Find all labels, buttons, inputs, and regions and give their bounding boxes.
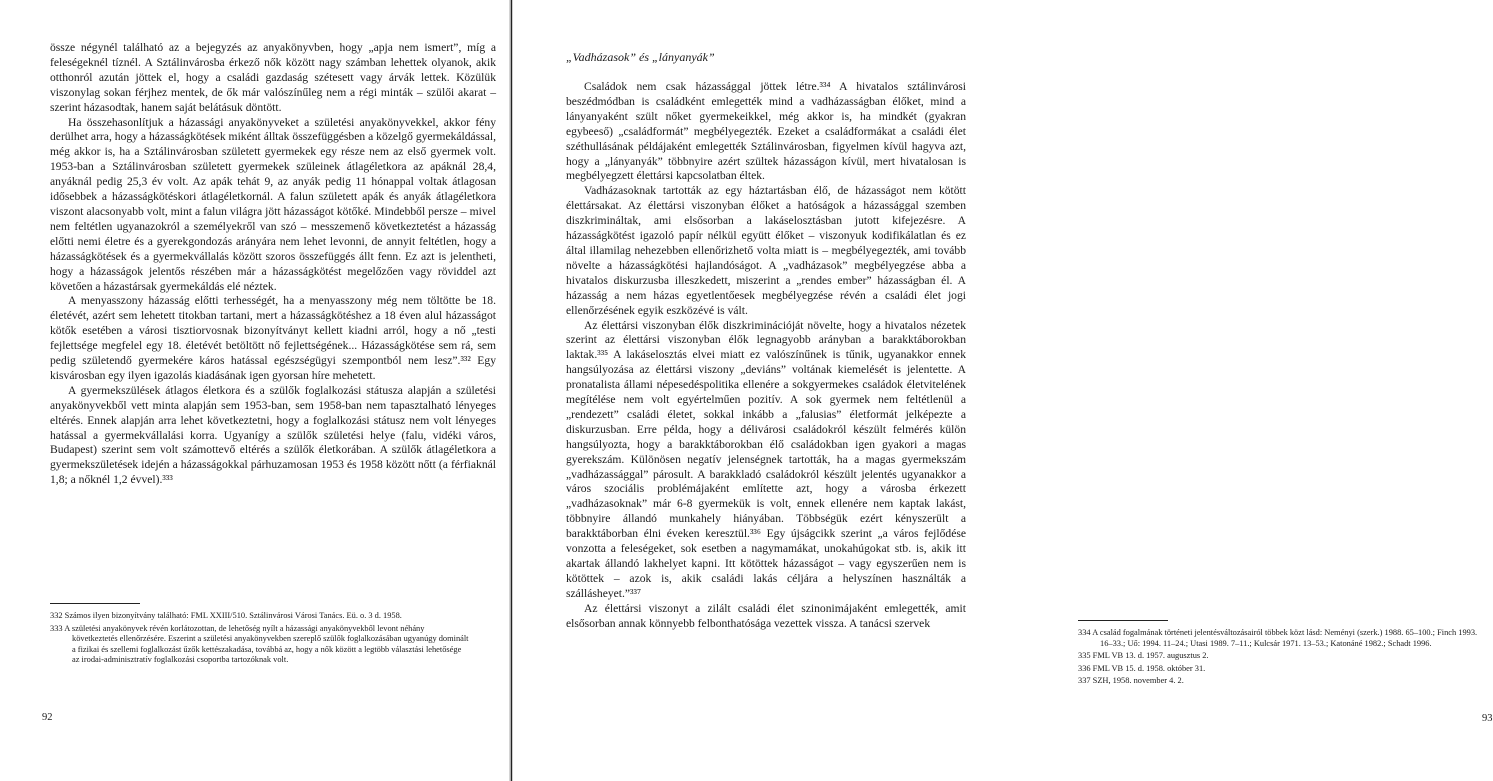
section-title: „Vadházasok” és „lányanyák” [566,50,715,64]
footnote: 335 FML VB 13. d. 1957. augusztus 2. [1078,651,1209,661]
paragraph: Ha összehasonlítjuk a házassági anyakönyveket a születési anyakönyvekkel, akkor fény derülhet arra, hogy a házasságkötések miként álltak összefüggésben a közelgő gyermekáldással, még akkor is, ha a Sztálinvárosban született gyermekek egy része nem az első gyermek volt. 1953-ban a Sztálinvárosban született gyermekek szüleinek átlagéletkora az apáknál 28,4, anyáknál pedig 25,3 év volt. Az apák tehát 9, az anyák pedig 11 hónappal voltak átlagosan idősebbek a házasságkötéskori átlagéletkornál. A falun született apák és anyák átlagéletkora viszont alacsonyabb volt, mint a falun világra jött házasságot kötőké. Mindebből persze – mivel nem feltétlen ugyanazokról a személyekről van szó – messzemenő következtetést a házasság előtti nemi életre és a gyerekgondozás arányára nem lehet levonni, de annyit feltétlen, hogy a házasságkötések és a gyermekvállalás között szoros összefüggés állt fenn. Ez azt is jelentheti, hogy a házasságok jelentős részében már a házasságkötést megelőzően vagy röviddel azt követően a házastársak gyermekáldás elé néztek. [50,115,496,293]
page-number: 92 [42,712,53,723]
paragraph: Családok nem csak házassággal jöttek létre.³³⁴ A hivatalos sztálinvárosi beszédmódban is családként emlegették mind a vadházasságban élőket, mind a lányanyaként szült nőket gyermekeikkel, még akkor is, ha mindkét (gyakran egybeeső) „családformát” megbélyegezték. Ezeket a családformákat a családi élet széthullásának példájaként emlegették Sztálinvárosban, figyelmen kívül hagyva azt, hogy a „lányanyák” többnyire azért szültek házasságon kívül, mert hivatalosan is megbélyegzett élettársi kapcsolatban éltek. [566,80,966,183]
footnote-rule [1078,620,1168,621]
right-page [512,0,1493,781]
paragraph: Az élettársi viszonyt a zilált családi élet szinonimájaként emlegették, amit elsősorban annak könnyebb felbonthatósága vezettek vissza. A tanácsi szervek [566,601,966,630]
footnote: 334 A család fogalmának történeti jelentésváltozásairól többek közt lásd: Neményi (szerk.) 1988. 65–100.; Finch 1993. 16–33.; Uő: 1994. 11–24.; Utasi 1989. 7–11.; Kulcsár 1971. 13–53.; Katonáné 1982.; Schadt 1996. [1078,628,1478,648]
footnote: 336 FML VB 15. d. 1958. október 31. [1078,663,1206,673]
paragraph: Vadházasoknak tartották az egy háztartásban élő, de házasságot nem kötött élettársakat. Az élettársi viszonyban élőket a hatóságok a házassággal szemben diszkrimináltak, ami elsősorban a lakáselosztásban jutott kifejezésre. A házasságkötést igazoló papír nélkül együtt élőket – viszonyuk kodifikálatlan és ez által illamilag nehezebben ellenőrizhető volta miatt is – megbélyegezték, ami tovább növelte a házasságkötési hajlandóságot. A „vadházasok” megbélyegzése abba a hivatalos diskurzusba illeszkedett, miszerint a „rendes ember” házasságban él. A házasság a nem házas egyetlentőesek megbélyegzése révén a családi élet jogi ellenőrzésének egyik eszközévé is vált. [566,184,966,317]
left-page [0,0,510,781]
right-footnotes [1078,628,1478,689]
footnote: 337 SZH, 1958. november 4. 2. [1078,676,1184,686]
right-body-text [566,80,966,632]
footnote-rule [50,603,140,604]
paragraph: Az élettársi viszonyban élők diszkriminációját növelte, hogy a hivatalos nézetek szerint az élettársi viszonyban élők legnagyobb arányban a barakktáborokban laktak.³³⁵ A lakáselosztás elvei miatt ez valószínűnek is tűnik, ugyanakkor ennek hangsúlyozása az élettársi viszony „deviáns” voltának kiemelését is jelentette. A pronatalista állami népesedéspolitika ellenére a sokgyermekes családok életvitelének megítélése nem volt egyértelműen pozitív. A sok gyermek nem feltétlenül a „rendezett” családi életet, sokkal inkább a „falusias” életformát jelképezte a diskurzusban. Erre példa, hogy a délivárosi családokról készült felmérés külön hangsúlyozta, hogy a barakktáborokban élő családokban igen gyakori a magas gyerekszám. Különösen negatív jelenségnek tartották, ha a magas gyermekszám „vadházassággal” párosult. A barakkladó családokról készült jelentés ugyanakkor a város szociális problémájaként említette azt, hogy a városba érkezett „vadházasoknak” már 6-8 gyermekük is volt, ennek ellenére nem kaptak lakást, többnyire állandó munkahely hiányában. Többségük ezért kényszerült a barakktáborban élni éveken keresztül.³³⁶ Egy újságcikk szerint „a város fejlődése vonzotta a feleségeket, sok esetben a nagymamákat, unokahúgokat stb. is, akik itt akartak állandó lakhelyet kapni. Itt kötöttek házasságot – vagy egyszerűen nem is kötöttek – azok is, akik családi lakás céljára a helyszínen használták a szállásheyet.”³³⁷ [566,318,966,600]
paragraph: A gyermekszülések átlagos életkora és a szülők foglalkozási státusza alapján a születési anyakönyvekből vett minta alapján sem 1953-ban, sem 1958-ban nem tapasztalható lényeges eltérés. Ennek alapján arra lehet következtetni, hogy a foglalkozási státusz nem volt lényeges hatással a gyermekvállalási korra. Ugyanígy a szülők születési helye (falu, vidéki város, Budapest) szerint sem volt számottevő eltérés a szülők életkorában. A szülők átlagéletkora a gyermekszületések idején a házasságokkal párhuzamosan 1953 és 1958 között nőtt (a férfiaknál 1,8; a nőknél 1,2 évvel).³³³ [50,383,496,487]
paragraph: A menyasszony házasság előtti terhességét, ha a menyasszony még nem töltötte be 18. életévét, azért sem lehetett titokban tartani, mert a házasságkötéshez a 18 éven alul házasságot kötők esetében a városi tisztiorvosnak bizonyítványt kellett kiadni arról, hogy a nő „testi fejlettsége megfelel egy 18. életévét betöltött nő fejlettségének... Házasságkötése sem rá, sem pedig születendő gyermekére káros hatással egészségügyi szempontból nem lesz”.³³² Egy kisvárosban egy ilyen igazolás kiadásának igen gyorsan híre mehetett. [50,294,496,382]
paragraph: össze négynél található az a bejegyzés az anyakönyvben, hogy „apja nem ismert”, míg a feleségeknél tíznél. A Sztálinvárosba érkező nők között nagy számban lehettek olyanok, akik otthonról azután jöttek el, hogy a családi gazdaság szétesett vagy árvák lettek. Közülük viszonylag sokan férjhez mentek, de ők már valószínűleg nem a régi minták – szülői akarat – szerint házasodtak, hanem saját belátásuk döntött. [50,41,496,114]
page-number: 93 [1482,713,1493,724]
footnote: 333 A születési anyakönyvek révén korlátozottan, de lehetőség nyílt a házassági anyakönyvekből levont néhány következtetés ellenőrzésére. Eszerint a születési anyakönyvekben szereplő szülők foglalkozásában ugyanúgy dominált a fizikai és szellemi foglalkozást űzők kettészakadása, továbbá az, hogy a nők között a legtöbb választási lehetősége az irodai-adminisztratív foglalkozási csoportba tartozóknak volt. [50,623,469,665]
left-footnotes [50,611,470,668]
footnote: 332 Számos ilyen bizonyítvány található: FML XXIII/510. Sztálinvárosi Városi Tanács. Eü. o. 3 d. 1958. [50,611,402,620]
left-body-text [50,41,496,488]
